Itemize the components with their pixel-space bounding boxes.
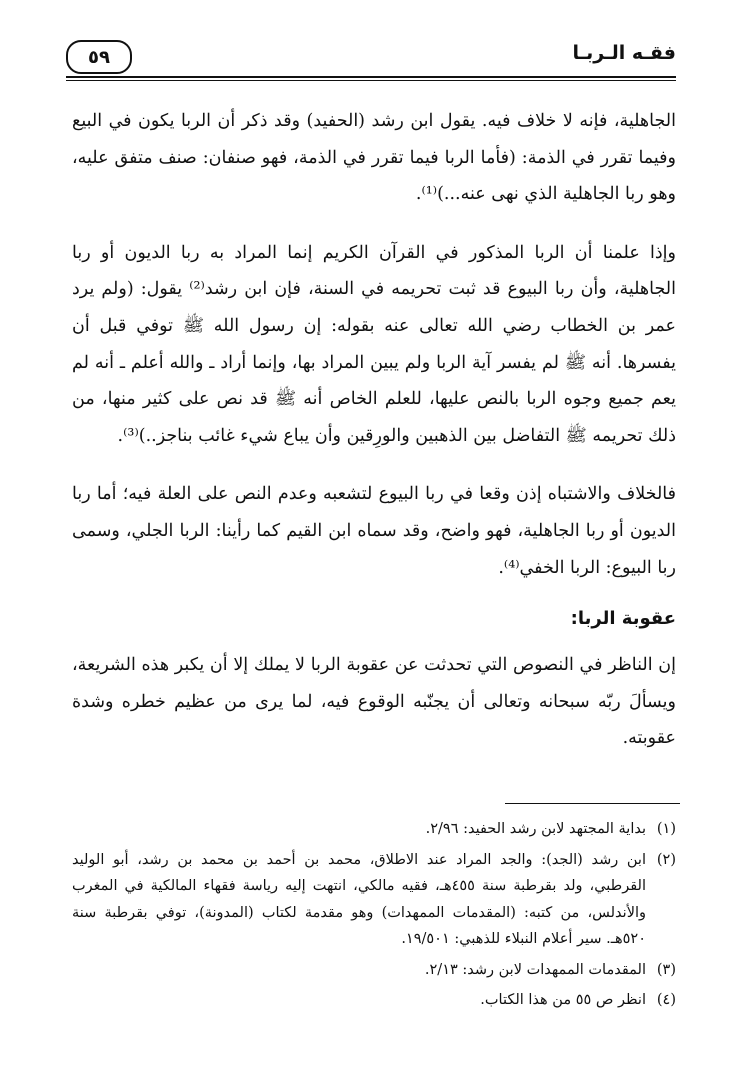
header-rule [66,76,676,78]
body-paragraph-3: فالخلاف والاشتباه إذن وقعا في ربا البيوع لتشعبه وعدم النص على العلة فيه؛ أما ربا الديون أو ربا الجاهلية، فهو واضح، وقد سماه ابن القيم كما رأينا: الربا الجلي، وسمى ربا البيوع: الربا الخفي⁽⁴⁾. [72,484,676,578]
footnote-4 [72,987,676,1014]
footnotes [72,816,676,1018]
body-paragraph-2: وإذا علمنا أن الربا المذكور في القرآن الكريم إنما المراد به ربا الديون أو ربا الجاهلية، وأن ربا البيوع قد ثبت تحريمه في السنة، فإن ابن رشد⁽²⁾ يقول: (ولم يرد عمر بن الخطاب رضي الله تعالى عنه بقوله: إن رسول الله ﷺ توفي قبل أن يفسرها. أنه ﷺ لم يفسر آية الربا ولم يبين المراد بها، وإنما أراد ـ والله أعلم ـ أنه لم يعم جميع وجوه الربا بالنص عليها، للعلم الخاص أنه ﷺ قد نص على كثير منها، من ذلك تحريمه ﷺ التفاضل بين الذهبين والورِقين وأن يباع شيء غائب بناجز..)⁽³⁾. [72,242,676,446]
page-number-badge: ٥٩ [66,40,132,74]
footnote-number: (٢) [656,851,676,868]
footnote-2 [72,847,676,953]
section-paragraph: إن الناظر في النصوص التي تحدثت عن عقوبة الربا لا يملك إلا أن يكبر هذه الشريعة، ويسألَ ربّه سبحانه وتعالى أن يجنّبه الوقوع فيه، لما يرى من عظيم خطره وشدة عقوبته. [72,655,676,749]
running-title: فقـه الـربـا [572,42,676,64]
footnote-text: بداية المجتهد لابن رشد الحفيد: ٢/٩٦. [425,821,646,837]
header-rule-thin [66,80,676,81]
footnote-number: (٣) [656,961,676,978]
footnote-number: (١) [656,821,676,837]
section-heading: عقوبة الربا: [570,608,676,630]
footnote-number: (٤) [656,992,676,1008]
body-paragraph-1: الجاهلية، فإنه لا خلاف فيه. يقول ابن رشد (الحفيد) وقد ذكر أن الربا يكون في البيع وفيما تقرر في الذمة: (فأما الربا فيما تقرر في الذمة، فهو صنفان: صنف متفق عليه، وهو ربا الجاهلية الذي نهى عنه...)⁽¹⁾. [72,111,676,205]
footnote-3 [72,957,676,984]
footnote-text: ابن رشد (الجد): والجد المراد عند الاطلاق، محمد بن أحمد بن محمد بن رشد، أبو الوليد القرطبي، ولد بقرطبة سنة ٤٥٥هـ، فقيه مالكي، انتهت إليه رياسة فقهاء المالكية في المغرب والأندلس، من كتبه: (المقدمات الممهدات) وهو مقدمة لكتاب (المدونة)، توفي بقرطبة سنة ٥٢٠هـ. سير أعلام النبلاء للذهبي: ١٩/٥٠١. [72,851,646,947]
footnote-1 [72,816,676,843]
footnote-text: المقدمات الممهدات لابن رشد: ٢/١٣. [424,961,646,978]
footnote-text: انظر ص ٥٥ من هذا الكتاب. [480,992,646,1008]
footnote-separator [505,803,680,804]
main-text [72,103,676,779]
page-header [66,40,676,80]
